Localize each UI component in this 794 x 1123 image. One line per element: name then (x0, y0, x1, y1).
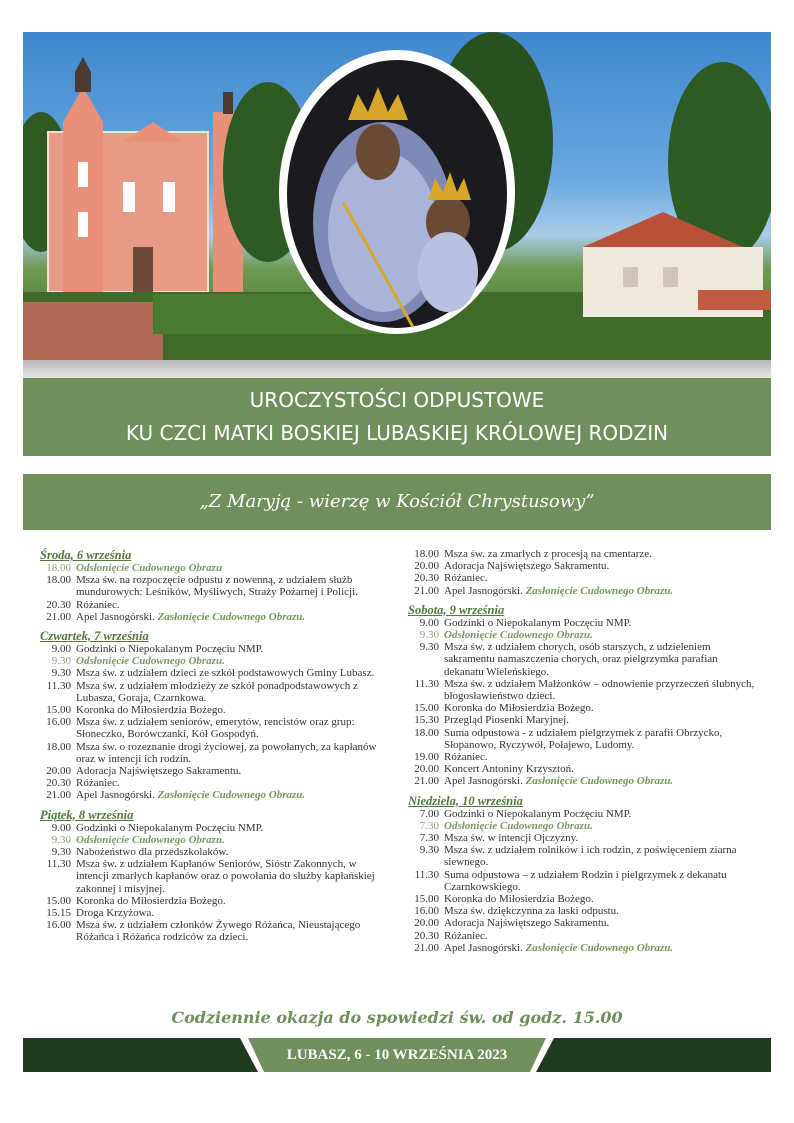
schedule-text: Suma odpustowa - z udziałem pielgrzymek z parafii Obrzycko, Słopanowo, Ryczywół, Połajewo, Ludomy. (444, 726, 723, 751)
schedule-text: Msza św. z udziałem członków Żywego Różańca, Nieustającego Różańca i Różańca rodziców za dzieci. (76, 919, 361, 944)
schedule-text: Msza św. na rozpoczęcie odpustu z nowenną, z udziałem służb mundurowych: Leśników, Myśliwych, Straży Pożarnej i Policji. (76, 574, 358, 599)
schedule-text: Godzinki o Niepokalanym Poczęciu NMP. (76, 821, 264, 834)
schedule-item (40, 765, 380, 777)
schedule-item (408, 763, 758, 775)
schedule-time: 15.00 (46, 704, 71, 717)
schedule-text: Odsłonięcie Cudownego Obrazu. (444, 819, 593, 832)
schedule-time: 18.00 (46, 562, 71, 574)
schedule-time: 15.15 (46, 907, 71, 920)
schedule-text: Suma odpustowa – z udziałem Rodzin i pielgrzymek z dekanatu Czarnkowskiego. (444, 868, 727, 893)
schedule-item (40, 834, 380, 846)
day-heading: Niedziela, 10 września (408, 793, 523, 808)
schedule-time: 11.30 (46, 858, 71, 871)
schedule-text: Apel Jasnogórski. Zasłonięcie Cudownego Obrazu. (444, 775, 674, 788)
schedule-time: 20.00 (414, 917, 439, 930)
footer-date-place: LUBASZ, 6 - 10 WRZEŚNIA 2023 (286, 1047, 508, 1063)
schedule-item (408, 942, 758, 954)
schedule-day (40, 629, 380, 802)
schedule-text: Godzinki o Niepokalanym Poczęciu NMP. (444, 807, 632, 820)
schedule-time: 21.00 (414, 941, 439, 954)
day-heading: Sobota, 9 września (408, 602, 505, 617)
schedule-text: Koronka do Miłosierdzia Bożego. (444, 893, 594, 906)
title-line-1: UROCZYSTOŚCI ODPUSTOWE (249, 388, 545, 412)
schedule-time: 7.30 (419, 819, 439, 832)
schedule-item (408, 641, 758, 678)
schedule-item (40, 562, 380, 574)
schedule-time: 15.00 (46, 894, 71, 907)
schedule-text: Odsłonięcie Cudownego Obrazu. (76, 655, 225, 668)
day-heading: Czwartek, 7 września (40, 629, 149, 644)
schedule-text: Msza św. w intencji Ojczyzny. (444, 832, 579, 845)
church-illustration (23, 32, 771, 360)
schedule-time: 20.30 (46, 598, 71, 611)
schedule-text: Msza św. z udziałem seniorów, emerytów, rencistów oraz grup: Słoneczko, Borówczanki, Kół Gospodyń. (76, 716, 355, 741)
schedule-time: 20.00 (46, 765, 71, 778)
schedule-item (408, 775, 758, 787)
schedule-text: Apel Jasnogórski. Zasłonięcie Cudownego Obrazu. (76, 789, 306, 802)
schedule-time: 20.30 (46, 777, 71, 790)
schedule-item (40, 846, 380, 858)
schedule-item (408, 905, 758, 917)
schedule-text: Godzinki o Niepokalanym Poczęciu NMP. (444, 616, 632, 629)
schedule-item (40, 822, 380, 834)
schedule-item (408, 832, 758, 844)
schedule-time: 20.30 (414, 572, 439, 585)
schedule-time: 19.00 (414, 751, 439, 764)
schedule-item (40, 789, 380, 801)
schedule-text: Adoracja Najświętszego Sakramentu. (444, 917, 610, 930)
schedule-time: 21.00 (46, 789, 71, 802)
schedule-text: Różaniec. (444, 572, 488, 585)
schedule-item (40, 741, 380, 765)
schedule-time: 11.30 (414, 677, 439, 690)
schedule-day (40, 808, 380, 944)
schedule-accent: Zasłonięcie Cudownego Obrazu. (522, 584, 674, 597)
schedule-accent: Zasłonięcie Cudownego Obrazu. (522, 775, 674, 788)
schedule-text: Koncert Antoniny Krzysztoń. (444, 763, 574, 776)
schedule-item (408, 572, 758, 584)
schedule-left-column (40, 548, 380, 944)
schedule-item (40, 919, 380, 943)
schedule-text: Koronka do Miłosierdzia Bożego. (444, 702, 594, 715)
schedule-day (408, 794, 758, 954)
schedule-accent: Zasłonięcie Cudownego Obrazu. (522, 941, 674, 954)
schedule-time: 15.00 (414, 702, 439, 715)
schedule-text: Nabożeństwo dla przedszkolaków. (76, 846, 229, 859)
schedule-item (408, 617, 758, 629)
schedule-text: Adoracja Najświętszego Sakramentu. (444, 560, 610, 573)
schedule-text: Msza św. dziękczynna za łaski odpustu. (444, 905, 619, 918)
schedule-time: 15.30 (414, 714, 439, 727)
schedule-text: Droga Krzyżowa. (76, 907, 155, 920)
schedule-day (408, 603, 758, 788)
schedule-time: 9.30 (51, 846, 71, 859)
schedule-text: Różaniec. (444, 751, 488, 764)
schedule-item (408, 585, 758, 597)
schedule-time: 21.00 (414, 584, 439, 597)
schedule-item (408, 808, 758, 820)
schedule-text: Msza św. z udziałem chorych, osób starszych, z udzieleniem sakramentu namaszczenia chorych, oraz pielgrzymka parafian dekanatu Wieleńskiego. (444, 641, 718, 678)
schedule-time: 20.00 (414, 763, 439, 776)
schedule-item (40, 643, 380, 655)
schedule-item (40, 667, 380, 679)
schedule-item (408, 917, 758, 929)
schedule-time: 18.00 (46, 574, 71, 587)
schedule-item (40, 716, 380, 740)
schedule-accent: Zasłonięcie Cudownego Obrazu. (154, 610, 306, 623)
schedule-item (40, 680, 380, 704)
schedule-text: Msza św. za zmarłych z procesją na cmentarze. (444, 548, 652, 560)
schedule-item (40, 895, 380, 907)
schedule-time: 11.30 (46, 679, 71, 692)
title-line-2: KU CZCI MATKI BOSKIEJ LUBASKIEJ KRÓLOWEJ RODZIN (125, 421, 669, 445)
schedule-text: Koronka do Miłosierdzia Bożego. (76, 704, 226, 717)
schedule-time: 9.00 (51, 821, 71, 834)
schedule-time: 7.00 (419, 807, 439, 820)
day-heading: Środa, 6 września (40, 548, 132, 562)
schedule-item (408, 893, 758, 905)
schedule-day (40, 548, 380, 623)
schedule-text: Msza św. z udziałem młodzieży ze szkół ponadpodstawowych z Lubasza, Goraja, Czarnkowa. (76, 679, 358, 704)
schedule-time: 21.00 (46, 610, 71, 623)
schedule-item (40, 858, 380, 895)
motto-text: „Z Maryją - wierzę w Kościół Chrystusowy” (199, 491, 595, 512)
church-photo (23, 32, 771, 360)
schedule-text: Apel Jasnogórski. Zasłonięcie Cudownego Obrazu. (444, 584, 674, 597)
schedule-right-column (408, 548, 758, 954)
schedule-time: 21.00 (414, 775, 439, 788)
schedule-time: 11.30 (414, 868, 439, 881)
motto-banner (23, 474, 771, 530)
title-banner (23, 378, 771, 456)
schedule-time: 9.00 (51, 643, 71, 656)
schedule-accent: Zasłonięcie Cudownego Obrazu. (154, 789, 306, 802)
schedule-item (40, 777, 380, 789)
schedule-time: 9.00 (419, 616, 439, 629)
schedule-item (40, 599, 380, 611)
schedule-item (40, 611, 380, 623)
schedule-text: Różaniec. (444, 929, 488, 942)
schedule-time: 18.00 (414, 548, 439, 560)
schedule-time: 9.30 (51, 833, 71, 846)
schedule-item (40, 655, 380, 667)
schedule-text: Odsłonięcie Cudownego Obrazu. (444, 629, 593, 642)
schedule-item (40, 907, 380, 919)
schedule-item (408, 727, 758, 751)
schedule-text: Msza św. z udziałem Kapłanów Seniorów, Sióstr Zakonnych, w intencji zmarłych kapłanów oraz o powołania do służby kapłańskiej zakonnej i misyjnej. (76, 858, 375, 895)
schedule-text: Godzinki o Niepokalanym Poczęciu NMP. (76, 643, 264, 656)
schedule-time: 9.30 (419, 844, 439, 857)
daily-confession-note: Codziennie okazja do spowiedzi św. od godz. 15.00 (171, 1008, 623, 1027)
schedule-text: Msza św. o rozeznanie drogi życiowej, za powołanych, za kapłanów oraz w intencji ich rodzin. (76, 740, 377, 765)
schedule-item (408, 629, 758, 641)
schedule-text: Msza św. z udziałem Małżonków – odnowienie przyrzeczeń ślubnych, błogosławieństwo dzieci. (444, 677, 755, 703)
schedule-item (408, 548, 758, 560)
schedule-item (408, 820, 758, 832)
schedule-text: Apel Jasnogórski. Zasłonięcie Cudownego Obrazu. (444, 941, 674, 954)
day-heading: Piątek, 8 września (40, 807, 134, 822)
schedule-text: Przegląd Piosenki Maryjnej. (444, 714, 569, 727)
schedule-time: 20.30 (414, 929, 439, 942)
schedule-text: Msza św. z udziałem dzieci ze szkół podstawowych Gminy Lubasz. (76, 667, 375, 680)
schedule-item (408, 869, 758, 893)
schedule-text: Odsłonięcie Cudownego Obrazu. (76, 833, 225, 846)
schedule-time: 9.30 (51, 655, 71, 668)
schedule-time: 18.00 (414, 726, 439, 739)
schedule-text: Msza św. z udziałem rolników i ich rodzin, z poświęceniem ziarna siewnego. (444, 844, 737, 869)
schedule-item (408, 560, 758, 572)
schedule-time: 9.30 (419, 641, 439, 654)
schedule-item (40, 574, 380, 598)
schedule-time: 15.00 (414, 893, 439, 906)
schedule-time: 18.00 (46, 740, 71, 753)
schedule-item (408, 844, 758, 868)
schedule-item (40, 704, 380, 716)
schedule-day-continued (408, 548, 758, 597)
schedule-time: 7.30 (419, 832, 439, 845)
schedule-time: 9.30 (51, 667, 71, 680)
schedule-text: Koronka do Miłosierdzia Bożego. (76, 894, 226, 907)
schedule-text: Różaniec. (76, 777, 120, 790)
schedule-item (408, 930, 758, 942)
schedule-time: 16.00 (46, 919, 71, 932)
divider-bar (23, 360, 771, 378)
schedule-text: Różaniec. (76, 598, 120, 611)
schedule-text: Odsłonięcie Cudownego Obrazu (76, 562, 223, 574)
schedule-item (408, 702, 758, 714)
schedule-text: Apel Jasnogórski. Zasłonięcie Cudownego Obrazu. (76, 610, 306, 623)
schedule-time: 16.00 (414, 905, 439, 918)
schedule-item (408, 751, 758, 763)
schedule-time: 16.00 (46, 716, 71, 729)
schedule-time: 20.00 (414, 560, 439, 573)
schedule-time: 9.30 (419, 629, 439, 642)
schedule-item (408, 714, 758, 726)
schedule-item (408, 678, 758, 702)
schedule-text: Adoracja Najświętszego Sakramentu. (76, 765, 242, 778)
